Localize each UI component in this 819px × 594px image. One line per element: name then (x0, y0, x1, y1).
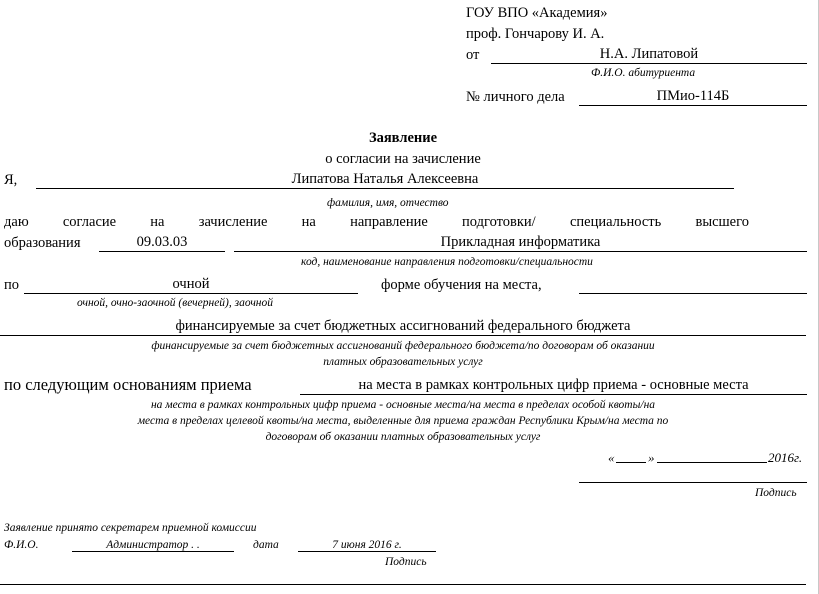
signature-caption: Подпись (755, 487, 797, 499)
basis-caption-2: места в пределах целевой квоты/на места, выделенные для приема граждан Республики Крым/на места по (137, 415, 669, 427)
applicant-prefix: Я, (4, 172, 18, 188)
program-name-underline (234, 251, 807, 252)
study-form-value: очной (172, 276, 210, 292)
acceptance-signature-caption: Подпись (385, 556, 427, 568)
program-code-underline (99, 251, 225, 252)
study-form-extra-underline (579, 293, 807, 294)
date-month-underline (657, 462, 767, 463)
acceptance-line: Заявление принято секретарем приемной комиссии (4, 522, 257, 534)
basis-caption-1: на места в рамках контрольных цифр приема - основные места/на места в пределах особой квоты/на (150, 399, 656, 411)
file-value: ПМио-114Б (656, 88, 730, 104)
study-form-prefix: по (4, 277, 20, 293)
file-label: № личного дела (466, 89, 565, 105)
program-name: Прикладная информатика (440, 234, 601, 250)
consent-word: подготовки/ (462, 214, 536, 230)
consent-word: высшего (695, 214, 749, 230)
signature-underline (579, 482, 807, 483)
funding-caption-2: платных образовательных услуг (323, 356, 483, 368)
applicant-name: Липатова Наталья Алексеевна (291, 171, 479, 187)
consent-word: на (301, 214, 316, 230)
consent-word: направление (350, 214, 428, 230)
date-open-quote: « (608, 450, 615, 465)
date-year: 2016г. (768, 450, 803, 465)
program-code: 09.03.03 (136, 234, 188, 250)
program-caption: код, наименование направления подготовки/специальности (301, 256, 593, 268)
file-underline (579, 105, 807, 106)
basis-underline (300, 394, 807, 395)
from-label: от (466, 47, 480, 63)
from-caption: Ф.И.О. абитуриента (591, 67, 696, 79)
study-form-caption: очной, очно-заочной (вечерней), заочной (77, 297, 274, 309)
funding-underline (0, 335, 806, 336)
basis-caption-3: договорам об оказании платных образовательных услуг (265, 431, 541, 443)
consent-word: даю (4, 214, 29, 230)
from-underline (491, 63, 807, 64)
document-title: Заявление (368, 130, 438, 146)
acceptance-fio-label: Ф.И.О. (4, 539, 39, 551)
document-subtitle: о согласии на зачисление (325, 151, 481, 167)
education-label: образования (4, 235, 81, 251)
acceptance-fio-underline (72, 551, 234, 552)
consent-word: специальность (569, 214, 662, 230)
bottom-rule (0, 584, 806, 585)
acceptance-date-label: дата (253, 539, 279, 551)
addressee: проф. Гончарову И. А. (466, 26, 605, 42)
applicant-caption: фамилия, имя, отчество (327, 197, 449, 209)
date-close-quote: » (648, 450, 655, 465)
consent-word: согласие (62, 214, 117, 230)
basis-label: по следующим основаниям приема (4, 375, 252, 394)
funding-value: финансируемые за счет бюджетных ассигнований федерального бюджета (175, 318, 631, 334)
acceptance-date-underline (298, 551, 436, 552)
consent-word: зачисление (198, 214, 268, 230)
consent-line (4, 214, 749, 231)
acceptance-fio-value: Администратор . . (106, 539, 200, 551)
study-form-suffix: форме обучения на места, (381, 277, 542, 293)
acceptance-date-value: 7 июня 2016 г. (332, 539, 402, 551)
consent-word: на (150, 214, 165, 230)
date-day-underline (616, 462, 646, 463)
basis-value: на места в рамках контрольных цифр приема - основные места (358, 377, 749, 393)
funding-caption-1: финансируемые за счет бюджетных ассигнований федерального бюджета/по договорам об оказании (151, 340, 655, 352)
institution-name: ГОУ ВПО «Академия» (466, 5, 608, 21)
from-value: Н.А. Липатовой (599, 46, 699, 62)
study-form-underline (24, 293, 358, 294)
applicant-underline (36, 188, 734, 189)
